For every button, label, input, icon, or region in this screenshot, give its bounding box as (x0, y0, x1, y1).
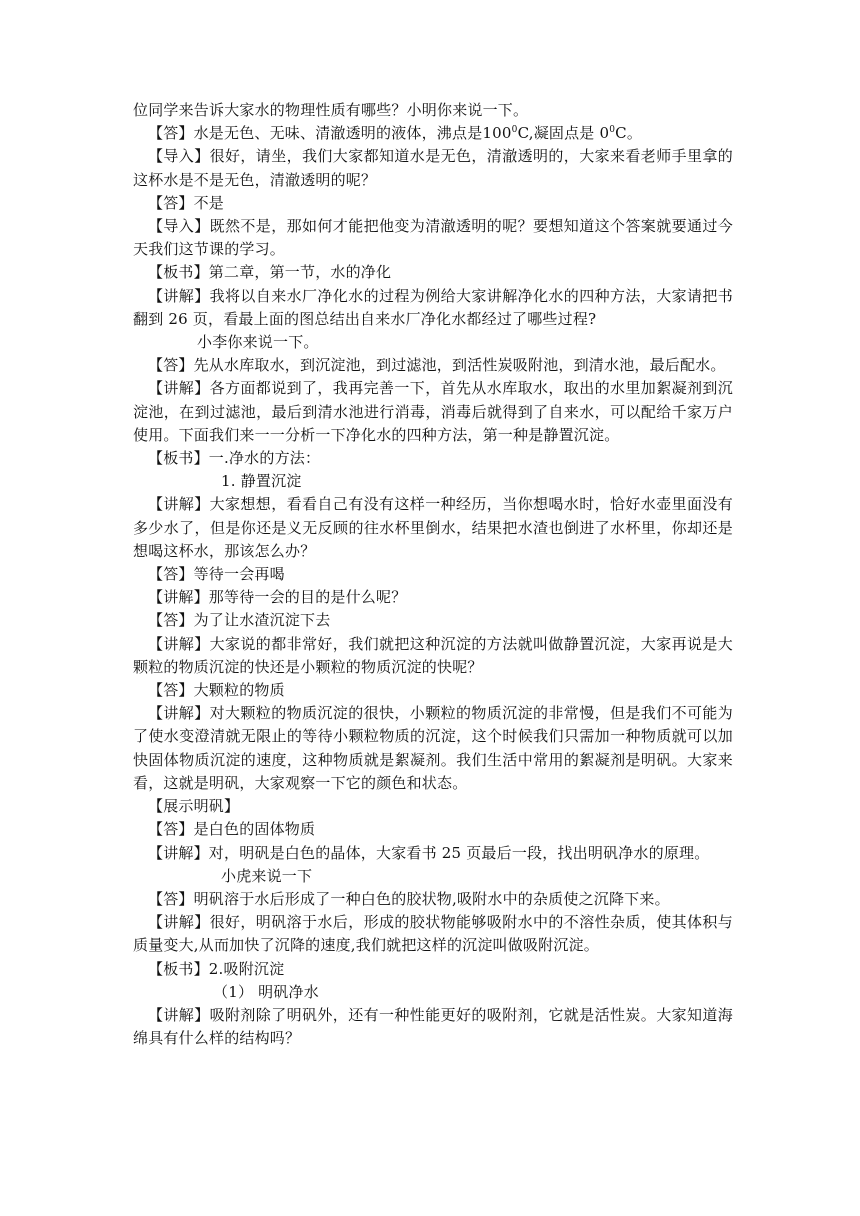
answer-paragraph (133, 122, 733, 145)
paragraph: 【答】为了让水渣沉淀下去 (148, 611, 331, 630)
paragraph: 【讲解】大家想想，看看自己有没有这样一种经历，当你想喝水时，恰好水壶里面没有多少水了，但是你还是义无反顾的往水杯里倒水，结果把水渣也倒进了水杯里，你却还是想喝这杯水，那该怎么办？ (133, 495, 733, 560)
paragraph: 【讲解】各方面都说到了，我再完善一下，首先从水库取水，取出的水里加絮凝剂到沉淀池，在到过滤池，最后到清水池进行消毒，消毒后就得到了自来水，可以配给千家万户使用。下面我们来一一分析一下净化水的四种方法，第一种是静置沉淀。 (133, 379, 733, 444)
paragraph: 【讲解】大家说的都非常好，我们就把这种沉淀的方法就叫做静置沉淀，大家再说是大颗粒的物质沉淀的快还是小颗粒的物质沉淀的快呢？ (133, 634, 733, 676)
list-item: 1. 静置沉淀 (221, 472, 302, 491)
text-run: C,凝固点是 0 (517, 124, 610, 143)
paragraph: 【答】不是 (148, 193, 225, 212)
paragraph: 【讲解】吸附剂除了明矾外，还有一种性能更好的吸附剂，它就是活性炭。大家知道海绵具有什么样的结构吗？ (133, 1005, 733, 1048)
superscript: 0 (511, 125, 518, 136)
paragraph: 位同学来告诉大家水的物理性质有哪些？小明你来说一下。 (133, 101, 529, 119)
text-run: C。 (615, 124, 643, 143)
document-body (133, 99, 733, 1050)
paragraph: 【导入】很好，请坐，我们大家都知道水是无色，清澈透明的，大家来看老师手里拿的这杯水是不是无色，清澈透明的呢？ (133, 147, 733, 189)
paragraph: 【板书】一.净水的方法： (148, 449, 321, 468)
paragraph: 【讲解】我将以自来水厂净化水的过程为例给大家讲解净化水的四种方法，大家请把书翻到 26 页，看最上面的图总结出自来水厂净化水都经过了哪些过程? (133, 286, 733, 328)
paragraph: 小李你来说一下。 (197, 333, 319, 352)
paragraph: 【板书】2.吸附沉淀 (148, 959, 285, 978)
superscript: 0 (609, 125, 616, 136)
paragraph: 【答】是白色的固体物质 (148, 820, 316, 839)
paragraph: 【答】明矾溶于水后形成了一种白色的胶状物,吸附水中的杂质使之沉降下来。 (148, 889, 670, 908)
paragraph: 小虎来说一下 (221, 866, 313, 885)
paragraph: 【板书】第二章，第一节，水的净化 (148, 263, 392, 282)
paragraph: 【讲解】对，明矾是白色的晶体，大家看书 25 页最后一段，找出明矾净水的原理。 (148, 843, 710, 862)
paragraph: 【讲解】很好，明矾溶于水后，形成的胶状物能够吸附水中的不溶性杂质，使其体积与质量变大,从而加快了沉降的速度,我们就把这样的沉淀叫做吸附沉淀。 (133, 913, 733, 955)
paragraph: 【导入】既然不是，那如何才能把他变为清澈透明的呢？要想知道这个答案就要通过今天我们这节课的学习。 (133, 217, 733, 259)
list-item: （1） 明矾净水 (213, 982, 319, 1001)
text-run: 【答】水是无色、无味、清澈透明的液体，沸点是100 (148, 124, 512, 143)
paragraph: 【讲解】对大颗粒的物质沉淀的很快，小颗粒的物质沉淀的非常慢，但是我们不可能为了使水变澄清就无限止的等待小颗粒物质的沉淀，这个时候我们只需加一种物质就可以加快固体物质沉淀的速度，这种物质就是絮凝剂。我们生活中常用的絮凝剂是明矾。大家来看，这就是明矾，大家观察一下它的颜色和状态。 (133, 704, 733, 792)
paragraph: 【讲解】那等待一会的目的是什么呢？ (148, 588, 407, 607)
paragraph: 【答】大颗粒的物质 (148, 681, 285, 700)
paragraph: 【答】先从水库取水，到沉淀池，到过滤池，到活性炭吸附池，到清水池，最后配水。 (148, 356, 726, 375)
paragraph: 【答】等待一会再喝 (148, 565, 285, 584)
paragraph: 【展示明矾】 (148, 797, 240, 816)
